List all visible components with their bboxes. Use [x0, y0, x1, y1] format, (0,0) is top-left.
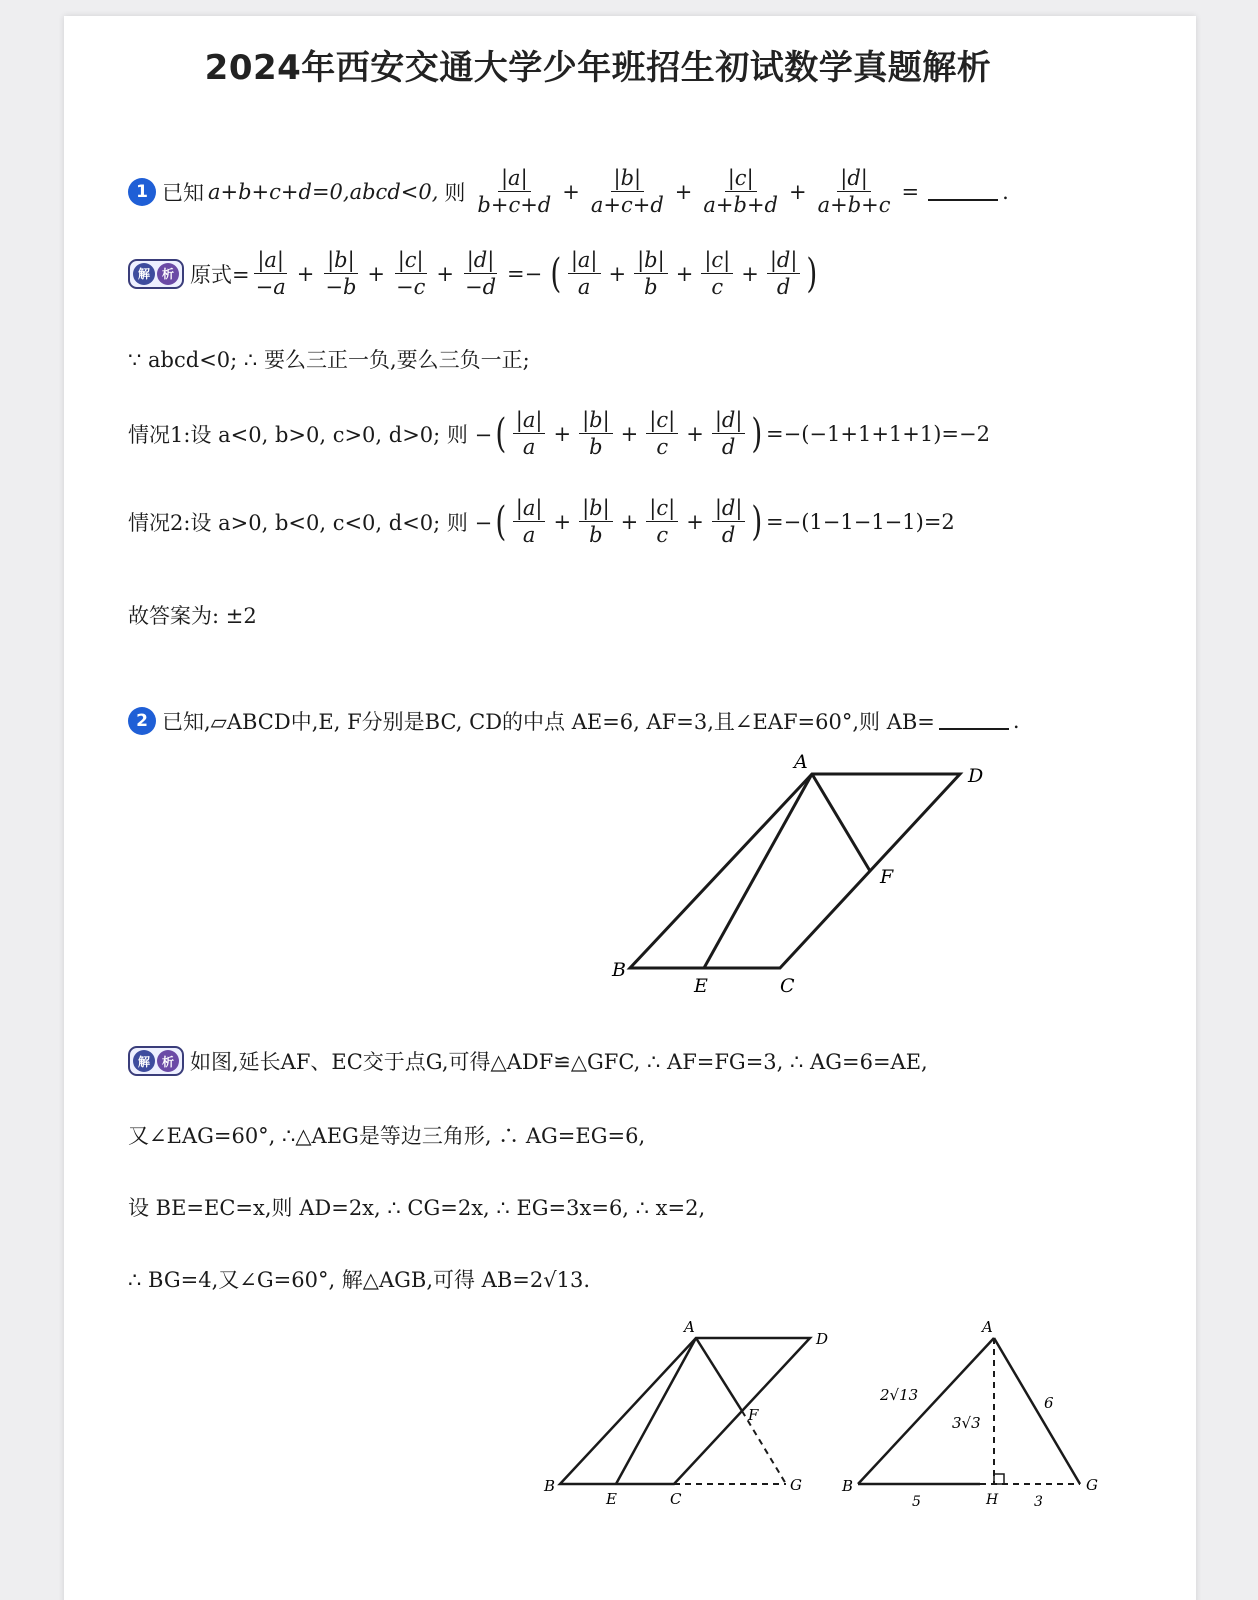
then-word: 则: [444, 180, 466, 205]
plus-sign: +: [675, 261, 694, 286]
condition-sum: a+b+c+d=0,: [208, 179, 350, 204]
problem-2: [128, 706, 1020, 736]
solution-2-line-1: [128, 1046, 928, 1076]
plus-sign: +: [553, 421, 572, 446]
plus-sign: +: [367, 261, 385, 286]
plus-sign: +: [620, 421, 639, 446]
label-g: G: [790, 1476, 802, 1494]
plus-sign: +: [553, 509, 572, 534]
right-paren: ): [806, 250, 818, 297]
solution-1-case-2: [128, 496, 955, 547]
label-c: C: [670, 1490, 682, 1508]
fraction: $\frac{|a|}{-a}$: [255, 248, 286, 300]
label-c: C: [780, 975, 795, 997]
plus-sign: +: [789, 179, 807, 204]
fraction: $\frac{|b|}{a+c+d}$: [590, 166, 664, 218]
label-e: E: [606, 1490, 617, 1508]
label-f: F: [748, 1406, 759, 1424]
problem-prefix: 已知: [162, 180, 204, 205]
solution-badge-left: 解: [133, 1050, 155, 1072]
solution-1-case-1: [128, 408, 990, 459]
condition-product: abcd<0,: [349, 179, 439, 204]
problem-2-text: 已知,▱ABCD中,E, F分别是BC, CD的中点 AE=6, AF=3,且∠EAF=60°,则 AB=: [162, 710, 935, 734]
period: .: [1002, 179, 1009, 204]
plus-sign: +: [686, 509, 704, 534]
triangle-figure: [840, 1316, 1120, 1516]
segment-af: [812, 774, 870, 871]
fraction: $\frac{|d|}{-d}$: [464, 248, 497, 300]
plus-sign: +: [436, 261, 454, 286]
plus-sign: +: [620, 509, 639, 534]
answer-blank: [928, 183, 998, 201]
equals-neg: =−: [507, 261, 543, 286]
fraction: $\frac{|c|}{c}$: [701, 248, 733, 299]
solution-badge-right: 析: [157, 1050, 179, 1072]
formula-lead: 原式=: [190, 262, 250, 287]
fraction: $\frac{|b|}{b}$: [579, 408, 613, 459]
fraction: $\frac{|a|}{a}$: [513, 408, 546, 459]
fraction: $\frac{|d|}{a+b+c}$: [817, 166, 891, 218]
fraction: $\frac{|c|}{c}$: [646, 408, 678, 459]
label-a: A: [794, 751, 808, 773]
case-2-label: 情况2:设 a>0, b<0, c<0, d<0; 则 −: [128, 510, 493, 535]
plus-sign: +: [562, 179, 580, 204]
label-f: F: [880, 866, 894, 888]
page-title: 2024年西安交通大学少年班招生初试数学真题解析: [204, 48, 992, 88]
label-hg-length: 3: [1034, 1494, 1043, 1510]
solution-badge-left: 解: [133, 263, 155, 285]
solution-2-line-3: 设 BE=EC=x,则 AD=2x, ∴ CG=2x, ∴ EG=3x=6, ∴ x=2,: [128, 1196, 706, 1220]
case-1-result: =−(−1+1+1+1)=−2: [766, 421, 990, 446]
solution-2-line-4: ∴ BG=4,又∠G=60°, 解△AGB,可得 AB=2√13.: [128, 1268, 591, 1292]
fraction: $\frac{|a|}{b+c+d}$: [477, 166, 552, 218]
fraction: $\frac{|d|}{d}$: [767, 248, 801, 299]
problem-1: [128, 166, 1009, 217]
label-b: B: [842, 1477, 854, 1495]
fraction: $\frac{|c|}{-c}$: [396, 248, 426, 300]
fraction: $\frac{|b|}{b}$: [579, 496, 613, 547]
segment-ag: [994, 1338, 1080, 1484]
fraction: $\frac{|a|}{a}$: [568, 248, 601, 299]
solution-badge: [128, 259, 184, 289]
fraction: $\frac{|c|}{c}$: [646, 496, 678, 547]
case-1-label: 情况1:设 a<0, b>0, c>0, d>0; 则 −: [128, 422, 493, 447]
fraction: $\frac{|c|}{a+b+d}$: [703, 166, 778, 218]
solution-1-reason: ∵ abcd<0; ∴ 要么三正一负,要么三负一正;: [128, 348, 530, 372]
plus-sign: +: [296, 261, 315, 286]
equals-sign: =: [901, 179, 920, 204]
label-b: B: [544, 1477, 556, 1495]
label-g: G: [1086, 1476, 1098, 1494]
segment-ab: [858, 1338, 994, 1484]
fraction: $\frac{|b|}{b}$: [634, 248, 668, 299]
plus-sign: +: [674, 179, 693, 204]
fraction: $\frac{|a|}{a}$: [513, 496, 546, 547]
right-paren: ): [751, 410, 763, 457]
parallelogram-figure: [600, 750, 1000, 1010]
label-d: D: [968, 765, 984, 787]
plus-sign: +: [741, 261, 759, 286]
right-paren: ): [751, 498, 763, 545]
label-a: A: [684, 1318, 695, 1336]
left-paren: (: [495, 498, 507, 545]
label-ab-length: 2√13: [880, 1386, 919, 1404]
segment-af: [696, 1338, 742, 1411]
left-paren: (: [550, 250, 562, 297]
label-b: B: [612, 959, 626, 981]
problem-number-badge: 1: [128, 178, 156, 206]
left-paren: (: [495, 410, 507, 457]
label-bh-length: 5: [912, 1494, 921, 1510]
label-e: E: [694, 975, 708, 997]
plus-sign: +: [608, 261, 627, 286]
plus-sign: +: [686, 421, 704, 446]
solution-2-text-1: 如图,延长AF、EC交于点G,可得△ADF≌△GFC, ∴ AF=FG=3, ∴ AG=6=AE,: [190, 1050, 928, 1074]
answer-blank: [939, 712, 1009, 730]
solution-2-line-2: 又∠EAG=60°, ∴△AEG是等边三角形, ∴ AG=EG=6,: [128, 1124, 646, 1148]
solution-1-formula: [128, 248, 821, 299]
solution-1-answer: 故答案为: ±2: [128, 604, 257, 628]
solution-badge-right: 析: [157, 263, 179, 285]
period: .: [1012, 709, 1020, 733]
label-ah-length: 3√3: [952, 1414, 981, 1432]
problem-number-badge: 2: [128, 707, 156, 735]
fraction: $\frac{|d|}{d}$: [712, 496, 746, 547]
extended-parallelogram-figure: [538, 1316, 828, 1516]
label-d: D: [816, 1330, 828, 1348]
label-ag-length: 6: [1044, 1394, 1054, 1412]
fraction: $\frac{|b|}{-b}$: [325, 248, 357, 300]
fraction: $\frac{|d|}{d}$: [712, 408, 746, 459]
label-a: A: [982, 1318, 993, 1336]
case-2-result: =−(1−1−1−1)=2: [766, 509, 955, 534]
label-h: H: [986, 1492, 999, 1508]
solution-badge: [128, 1046, 184, 1076]
right-angle-mark: [994, 1474, 1004, 1484]
